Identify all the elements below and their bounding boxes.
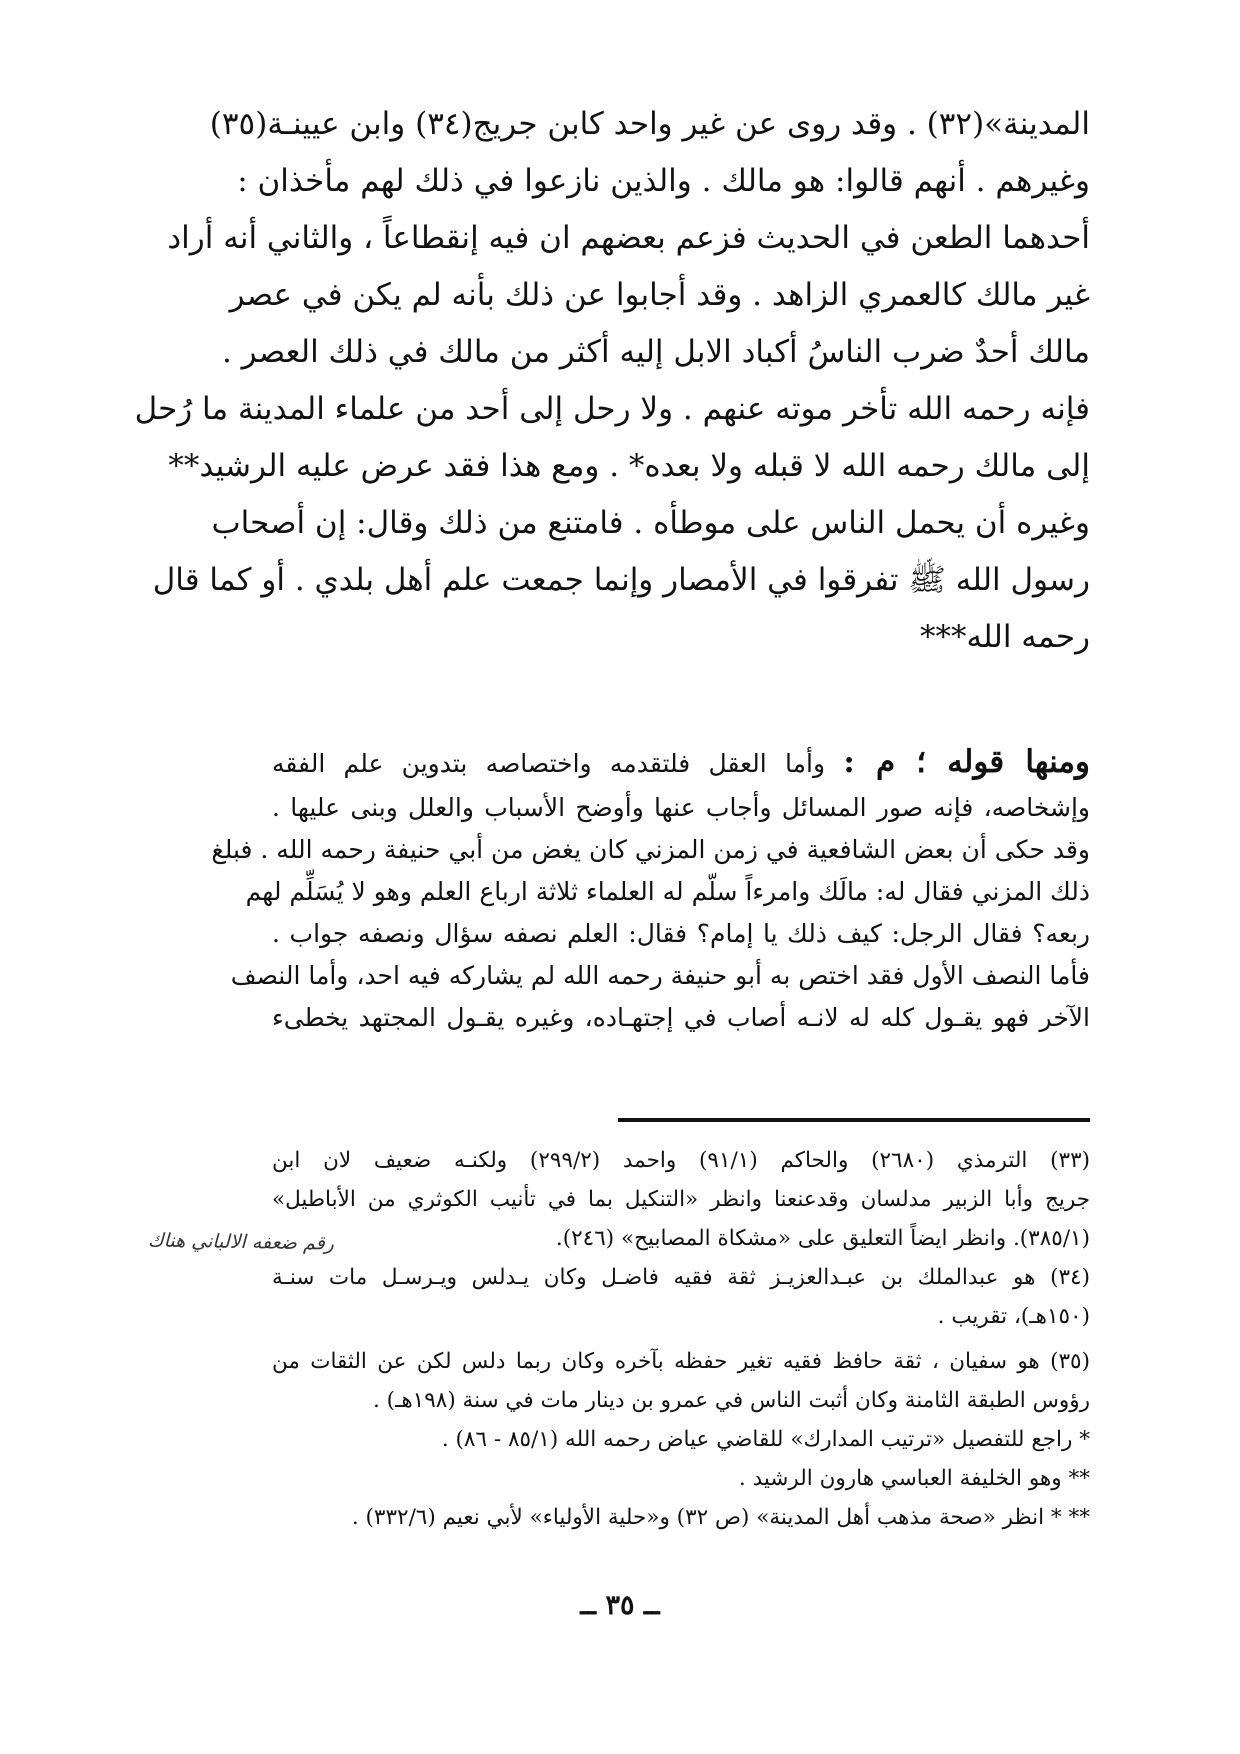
text-line: الآخر فهو يقـول كله له لانـه أصاب في إجتهـاده، وغيره يقـول المجتهد يخطىء xyxy=(272,1003,1090,1032)
text-line: أحدهما الطعن في الحديث فزعم بعضهم ان فيه إنقطاعاً ، والثاني أنه أراد xyxy=(167,220,1090,256)
text-line: رسول الله ﷺ تفرقوا في الأمصار وإنما جمعت علم أهل بلدي . أو كما قال xyxy=(152,562,1090,598)
text-line: رحمه الله*** xyxy=(920,619,1090,655)
footnote-33-line: (٣٣) الترمذي (٢٦٨٠) والحاكم (٩١/١) واحمد (٢٩٩/٢) ولكنـه ضعيف لان ابن xyxy=(272,1148,1091,1173)
text-line: وإشخاصه، فإنه صور المسائل وأجاب عنها وأوضح الأسباب والعلل وبنى عليها . xyxy=(272,793,1090,822)
text-line: فإنه رحمه الله تأخر موته عنهم . ولا رحل إلى أحد من علماء المدينة ما رُحل xyxy=(134,391,1090,427)
text-line: ذلك المزني فقال له: مالَك وامرءاً سلّم له العلماء ثلاثة ارباع العلم وهو لا يُسَلِّم لهم xyxy=(245,877,1090,906)
paragraph-lead: ومنها قوله ؛ م : xyxy=(843,744,1090,780)
text-line: المدينة»(٣٢) . وقد روى عن غير واحد كابن جريج(٣٤) وابن عيينـة(٣٥) xyxy=(209,106,1090,142)
footnote-star-3: ** * انظر «صحة مذهب أهل المدينة» (ص ٣٢) و«حلية الأولياء» لأبي نعيم (٣٣٢/٦) . xyxy=(351,1505,1090,1530)
text-line: وغيرهم . أنهم قالوا: هو مالك . والذين نازعوا في ذلك لهم مأخذان : xyxy=(237,163,1090,199)
second-paragraph xyxy=(211,737,1090,1039)
text-line: فأما النصف الأول فقد اختص به أبو حنيفة رحمه الله لم يشاركه فيه احد، وأما النصف xyxy=(230,961,1090,990)
footnote-star-1: * راجع للتفصيل «ترتيب المدارك» للقاضي عياض رحمه الله (٨٥/١ - ٨٦) . xyxy=(441,1427,1090,1452)
text-line-lead xyxy=(272,737,1090,787)
footnote-star-2: ** وهو الخليفة العباسي هارون الرشيد . xyxy=(738,1466,1090,1491)
footnote-34-line: (٣٤) هو عبدالملك بن عبـدالعزيـز ثقة فقيه فاضـل وكان يـدلس ويـرسـل مات سنـة xyxy=(272,1265,1090,1290)
handwritten-annotation: رقم ضعفه الالباني هناك xyxy=(147,1229,335,1255)
footnote-divider xyxy=(618,1118,1090,1122)
footnotes xyxy=(272,1141,1090,1537)
text-line: وغيره أن يحمل الناس على موطأه . فامتنع من ذلك وقال: إن أصحاب xyxy=(211,505,1090,541)
footnote-35-line: رؤوس الطبقة الثامنة وكان أثبت الناس في عمرو بن دينار مات في سنة (١٩٨هـ) . xyxy=(372,1388,1090,1413)
text-line: ربعه؟ فقال الرجل: كيف ذلك يا إمام؟ فقال: العلم نصفه سؤال ونصفه جواب . xyxy=(272,919,1090,948)
main-paragraph xyxy=(134,96,1090,666)
footnote-35-line: (٣٥) هو سفيان ، ثقة حافظ فقيه تغير حفظه بآخره وكان ربما دلس لكن عن الثقات من xyxy=(272,1349,1090,1374)
footnote-34-line: (١٥٠هـ)، تقريب . xyxy=(937,1304,1090,1329)
footnote-33-line: جريج وأبا الزبير مدلسان وقدعنعنا وانظر «التنكيل بما في تأنيب الكوثري من الأباطيل» xyxy=(272,1187,1090,1212)
text-line: وقد حكى أن بعض الشافعية في زمن المزني كان يغض من أبي حنيفة رحمه الله . فبلغ xyxy=(211,835,1090,864)
page-number: ــ ٣٥ ــ xyxy=(580,1590,660,1621)
text-line: مالك أحدٌ ضرب الناسُ أكباد الابل إليه أكثر من مالك في ذلك العصر . xyxy=(221,334,1090,370)
text-line: غير مالك كالعمري الزاهد . وقد أجابوا عن ذلك بأنه لم يكن في عصر xyxy=(229,277,1090,313)
footnote-33-line: (٣٨٥/١). وانظر ايضاً التعليق على «مشكاة المصابيح» (٢٤٦). xyxy=(555,1226,1090,1251)
lead-line-rest: وأما العقل فلتقدمه واختصاصه بتدوين علم الفقه xyxy=(272,749,844,778)
text-line: إلى مالك رحمه الله لا قبله ولا بعده* . ومع هذا فقد عرض عليه الرشيد** xyxy=(168,448,1090,484)
